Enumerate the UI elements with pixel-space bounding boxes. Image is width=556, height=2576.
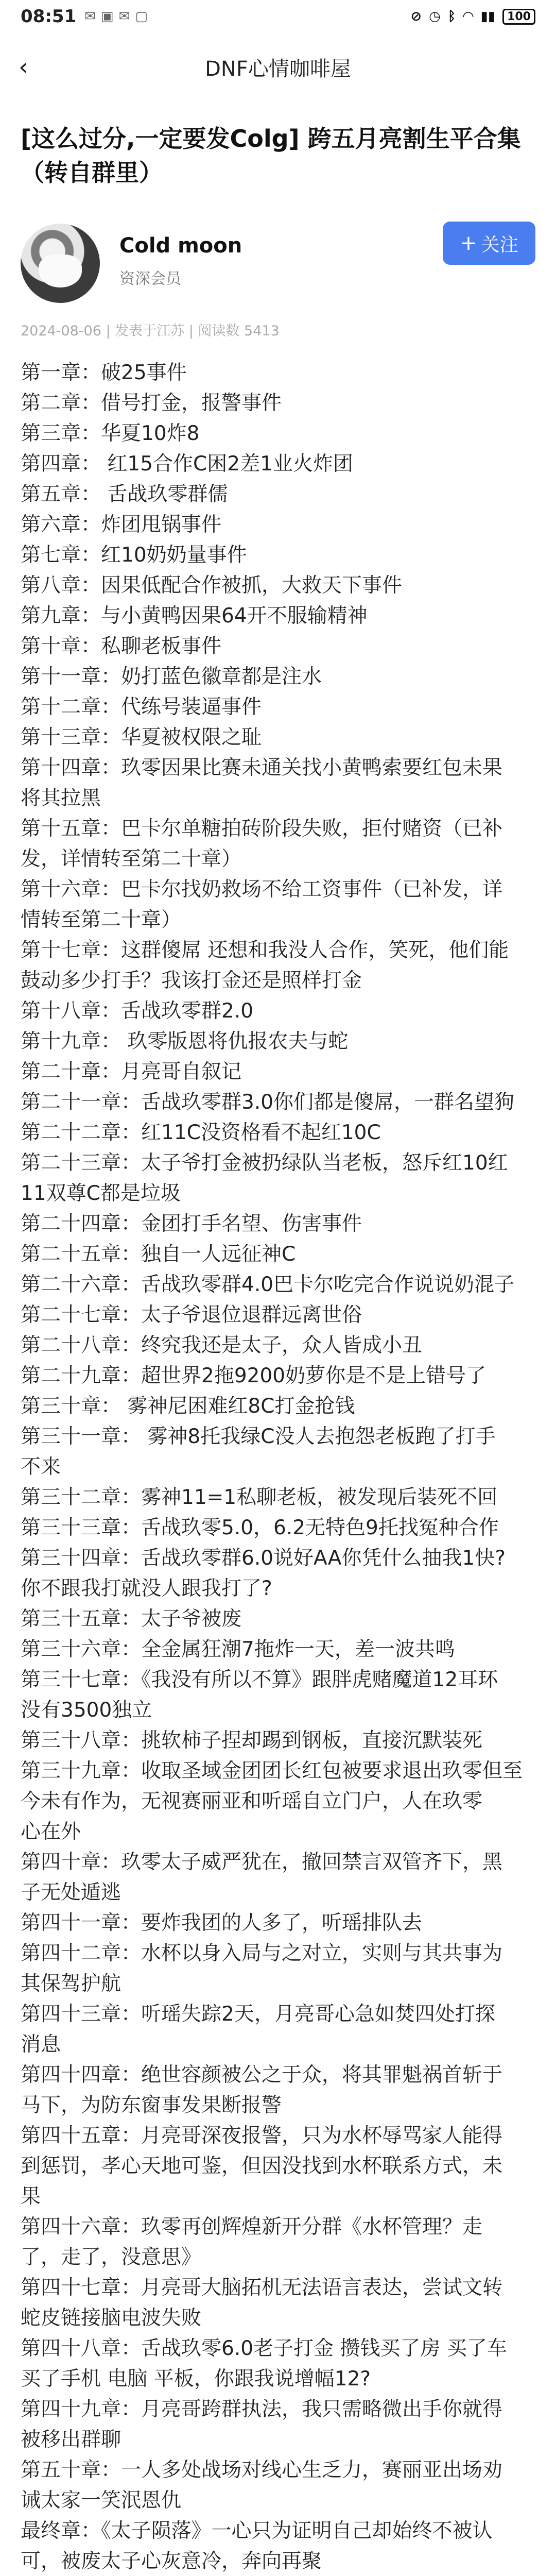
- content-line: 买了手机 电脑 平板，你跟我说增幅12?: [21, 2367, 371, 2391]
- content-line: 其保驾护航: [21, 1972, 121, 1995]
- content-line: 第五章： 舌战玖零群儒: [21, 483, 228, 506]
- content-line: 第二十四章：金团打手名望、伤害事件: [21, 1212, 362, 1235]
- content-line: 第十三章：华夏被权限之耻: [21, 726, 262, 749]
- content-line: 第三十八章：挑软柿子捏却踢到钢板，直接沉默装死: [21, 1729, 483, 1752]
- content-line: 11双尊C都是垃圾: [21, 1182, 181, 1205]
- top-navbar: [0, 34, 556, 100]
- content-line: 第十五章：巴卡尔单糖拍砖阶段失败，拒付赌资（已补: [21, 817, 503, 840]
- plus-icon: +: [460, 231, 477, 255]
- status-time: 08:51: [21, 6, 77, 27]
- content-line: 第五十章：一人多处战场对线心生乏力，赛丽亚出场劝: [21, 2459, 503, 2482]
- content-line: 发，详情转至第二十章）: [21, 848, 242, 871]
- status-bar: [0, 0, 556, 33]
- app-icon: ▢: [135, 9, 148, 24]
- content-line: 第三十五章：太子爷被废: [21, 1607, 242, 1631]
- alarm-icon: ◷: [429, 9, 441, 24]
- follow-button[interactable]: [443, 222, 535, 265]
- content-line: 第二十五章：独自一人远征神C: [21, 1243, 296, 1266]
- content-line: 第三十四章：舌战玖零群6.0说好AA你凭什么抽我1快?: [21, 1547, 506, 1570]
- content-line: 第十二章：代练号装逼事件: [21, 696, 262, 719]
- content-line: 马下，为防东窗事发果断报警: [21, 2094, 282, 2117]
- content-line: 第二十八章：终究我还是太子，众人皆成小丑: [21, 1334, 423, 1357]
- content-line: 第二十章：月亮哥自叙记: [21, 1060, 242, 1083]
- content-line: 第四十三章：听瑶失踪2天，月亮哥心急如焚四处打探: [21, 2003, 495, 2026]
- content-line: 可，被废太子心灰意冷，奔向再聚: [21, 2550, 322, 2573]
- content-line: 情转至第二十章）: [21, 908, 182, 931]
- content-line: 第四十四章：绝世容颜被公之于众，将其罪魁祸首斩于: [21, 2063, 503, 2087]
- content-line: 没有3500独立: [21, 1699, 152, 1722]
- content-line: 第三十七章：《我没有所以不算》跟胖虎赌魔道12耳环: [21, 1668, 498, 1691]
- content-line: 第十一章：奶打蓝色徽章都是注水: [21, 665, 322, 688]
- content-line: 第二十七章：太子爷退位退群远离世俗: [21, 1303, 362, 1327]
- post-title: [这么过分,一定要发Colg] 跨五月亮割生平合集（转自群里）: [21, 125, 521, 187]
- content-line: 鼓动多少打手？我该打金还是照样打金: [21, 969, 362, 992]
- content-line: 诫太家一笑泯恩仇: [21, 2489, 182, 2512]
- content-line: 今未有作为，无视赛丽亚和听瑶自立门户，人在玖零: [21, 1790, 483, 1813]
- content-line: 第二十九章：超世界2拖9200奶萝你是不是上错号了: [21, 1364, 486, 1387]
- status-system-icons: [410, 9, 535, 25]
- content-line: 子无处遁逃: [21, 1881, 121, 1904]
- content-line: 第二十六章：舌战玖零群4.0巴卡尔吃完合作说说奶混子: [21, 1273, 515, 1296]
- content-line: 到惩罚，孝心天地可鉴，但因没找到水杯联系方式，未: [21, 2155, 503, 2178]
- mute-icon: ⊘: [410, 9, 422, 24]
- content-line: 第十七章：这群傻屌 还想和我没人合作，笑死，他们能: [21, 939, 509, 962]
- author-avatar[interactable]: [21, 224, 100, 303]
- content-line: 了，走了，没意思》: [21, 2246, 202, 2269]
- back-arrow-icon[interactable]: ‹: [19, 53, 29, 81]
- post-meta: 2024-08-06 | 发表于江苏 | 阅读数 5413: [21, 323, 280, 339]
- content-line: 第一章：破25事件: [21, 361, 187, 384]
- sms-icon: ▣: [101, 9, 114, 24]
- content-line: 第三十九章：收取圣域金团团长红包被要求退出玖零但至: [21, 1759, 523, 1783]
- content-line: 第九章：与小黄鸭因果64开不服输精神: [21, 604, 368, 628]
- content-line: 第三十章： 雾神尼困难红8C打金抢钱: [21, 1395, 355, 1418]
- content-line: 蛇皮链接脑电波失败: [21, 2307, 202, 2330]
- content-line: 第四章： 红15合作C困2差1业火炸团: [21, 452, 353, 476]
- content-line: 第二十二章：红11C没资格看不起红10C: [21, 1121, 381, 1144]
- content-line: 第四十五章：月亮哥深夜报警，只为水杯辱骂家人能得: [21, 2124, 503, 2147]
- post-content: [21, 358, 535, 2576]
- content-line: 第四十九章：月亮哥跨群执法，我只需略微出手你就得: [21, 2398, 503, 2421]
- author-role: 资深会员: [119, 270, 181, 288]
- forum-title: DNF心情咖啡屋: [205, 57, 351, 81]
- content-line: 第四十章：玖零太子威严犹在，撤回禁言双管齐下，黑: [21, 1851, 503, 1874]
- content-line: 第二章：借号打金，报警事件: [21, 392, 282, 415]
- status-app-icons: [84, 9, 148, 24]
- content-line: 第三十二章：雾神11=1私聊老板，被发现后装死不回: [21, 1486, 498, 1509]
- content-line: 心在外: [21, 1820, 81, 1843]
- content-line: 第八章：因果低配合作被抓，大救天下事件: [21, 574, 403, 597]
- mail-icon: ✉: [118, 9, 130, 24]
- content-line: 第三章：华夏10炸8: [21, 422, 200, 445]
- bluetooth-icon: ᛒ: [447, 9, 456, 24]
- content-line: 第七章：红10奶奶量事件: [21, 544, 247, 567]
- content-line: 果: [21, 2185, 41, 2208]
- content-line: 被移出群聊: [21, 2428, 121, 2451]
- content-line: 第十四章：玖零因果比赛未通关找小黄鸭索要红包未果: [21, 756, 503, 779]
- content-line: 最终章：《太子陨落》一心只为证明自己却始终不被认: [21, 2519, 493, 2543]
- content-line: 第四十七章：月亮哥大脑拓机无法语言表达，尝试文转: [21, 2276, 503, 2299]
- content-line: 第四十八章：舌战玖零6.0老子打金 攒钱买了房 买了车: [21, 2337, 507, 2360]
- content-line: 第四十二章：水杯以身入局与之对立，实则与其共事为: [21, 1942, 503, 1965]
- content-line: 第三十六章：全金属狂潮7拖炸一天，差一波共鸣: [21, 1638, 455, 1661]
- content-line: 第十九章： 玖零版恩将仇报农夫与蛇: [21, 1030, 349, 1053]
- content-line: 消息: [21, 2033, 61, 2056]
- content-line: 第三十一章： 雾神8托我绿C没人去抱怨老板跑了打手: [21, 1425, 496, 1448]
- author-name[interactable]: Cold moon: [119, 234, 242, 258]
- content-line: 不来: [21, 1455, 61, 1479]
- follow-label: 关注: [481, 234, 518, 256]
- signal-icon: ▮▮: [480, 9, 496, 24]
- content-line: 第十六章：巴卡尔找奶救场不给工资事件（已补发，详: [21, 878, 503, 901]
- battery-icon: 100: [502, 9, 535, 25]
- author-block: [21, 224, 535, 311]
- content-line: 第四十六章：玖零再创辉煌新开分群《水杯管理？走: [21, 2215, 483, 2239]
- content-line: 你不跟我打就没人跟我打了?: [21, 1577, 272, 1600]
- content-line: 第二十三章：太子爷打金被扔绿队当老板，怒斥红10红: [21, 1151, 508, 1175]
- wifi-icon: ◠: [463, 9, 474, 24]
- message-icon: ✉: [84, 9, 96, 24]
- content-line: 将其拉黑: [21, 787, 101, 810]
- content-line: 第六章：炸团甩锅事件: [21, 513, 222, 536]
- content-line: 第四十一章：要炸我团的人多了，听瑶排队去: [21, 1911, 423, 1935]
- content-line: 第十章：私聊老板事件: [21, 635, 222, 658]
- content-line: 第三十三章：舌战玖零5.0，6.2无特色9托找冤种合作: [21, 1516, 499, 1539]
- content-line: 第二十一章：舌战玖零群3.0你们都是傻屌，一群名望狗: [21, 1091, 515, 1114]
- content-line: 第十八章：舌战玖零群2.0: [21, 999, 254, 1023]
